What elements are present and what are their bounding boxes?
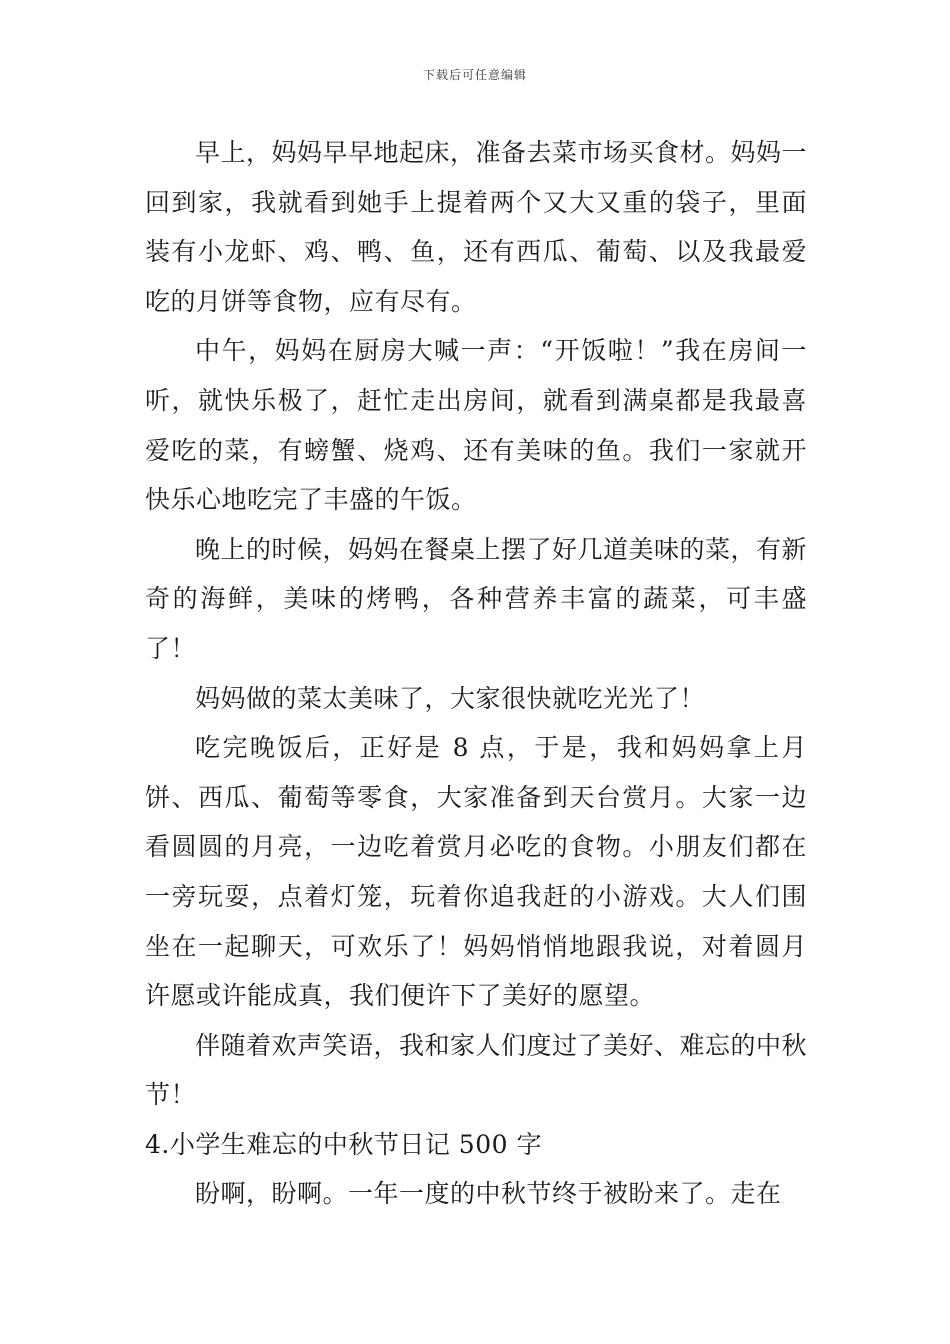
paragraph-next-start: 盼啊，盼啊。一年一度的中秋节终于被盼来了。走在	[195, 1179, 782, 1209]
paragraph-dinner: 妈妈做的菜太美味了，大家很快就吃光光了！	[195, 683, 706, 713]
section-heading: 4.小学生难忘的中秋节日记 500 字	[145, 1129, 542, 1159]
paragraph-noon: 中午，妈妈在厨房大喊一声：“开饭啦！”我在房间一听，就快乐极了，赶忙走出房间，就看到满桌都是我最喜爱吃的菜，有螃蟹、烧鸡、还有美味的鱼。我们一家就开快乐心地吃完了丰盛的午饭。	[145, 336, 807, 515]
paragraph-morning: 早上，妈妈早早地起床，准备去菜市场买食材。妈妈一回到家，我就看到她手上提着两个又大又重的袋子，里面装有小龙虾、鸡、鸭、鱼，还有西瓜、葡萄、以及我最爱吃的月饼等食物，应有尽有。	[145, 138, 808, 316]
paragraph-evening: 晚上的时候，妈妈在餐桌上摆了好几道美味的菜，有新奇的海鲜，美味的烤鸭，各种营养丰富的蔬菜，可丰盛了！	[145, 534, 808, 663]
document-body	[145, 128, 807, 1219]
header-note: 下载后可任意编辑	[422, 68, 527, 82]
paragraph-ending: 伴随着欢声笑语，我和家人们度过了美好、难忘的中秋节！	[145, 1030, 808, 1110]
paragraph-moon-viewing: 吃完晚饭后，正好是 8 点，于是，我和妈妈拿上月饼、西瓜、葡萄等零食，大家准备到天台赏月。大家一边看圆圆的月亮，一边吃着赏月必吃的食物。小朋友们都在一旁玩耍，点着灯笼，玩着你追我赶的小游戏。大人们围坐在一起聊天，可欢乐了！妈妈悄悄地跟我说，对着圆月许愿或许能成真，我们便许下了美好的愿望。	[145, 733, 807, 1011]
